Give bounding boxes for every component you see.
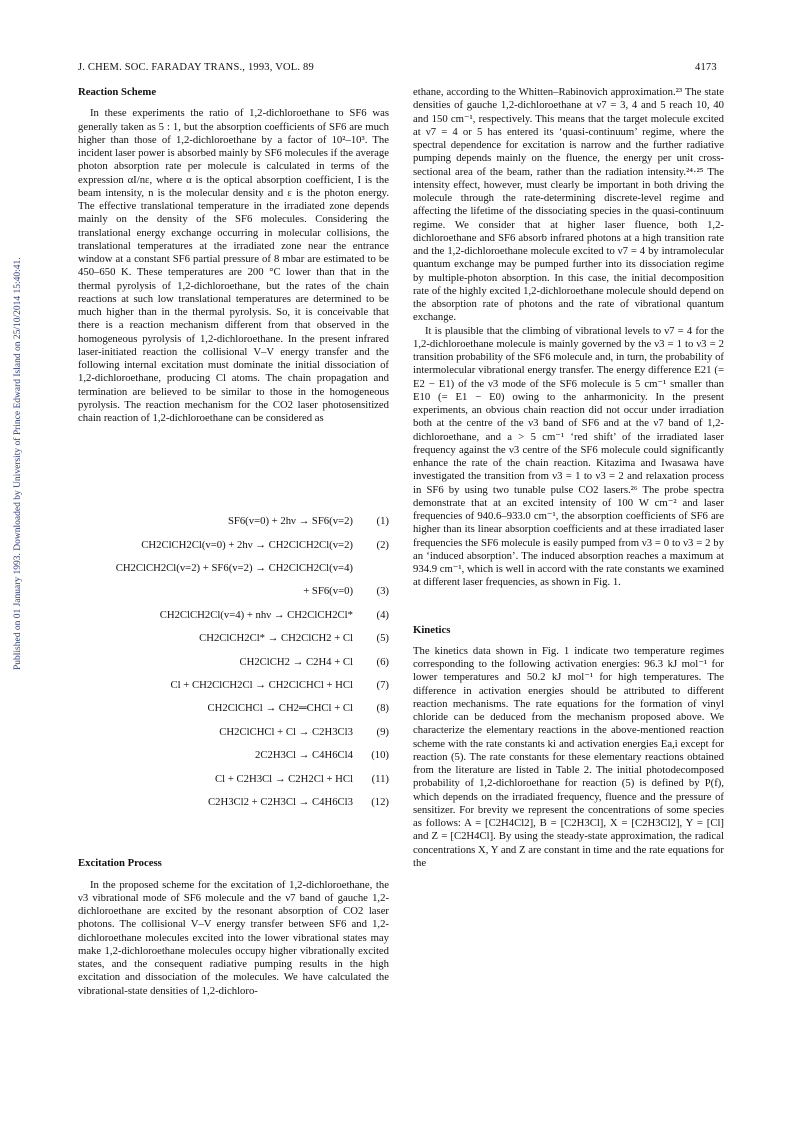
reaction-equation: CH2ClCHCl → CH2═CHCl + Cl xyxy=(207,702,353,715)
reaction-8 xyxy=(78,702,389,725)
paragraph: ethane, according to the Whitten–Rabinovich approximation.²³ The state densities of gauche 1,2-dichloroethane at ν7 = 3, 4 and 5 reach 10, 40 and 150 cm⁻¹, respectively. This means that the target molecule excited at ν7 = 4 or 5 has entered its ‘quasi-continuum’ regime, where the spectral dependence for excitation is narrow and the further radiative pumping depends mainly on the fluence, the energy per unit cross-sectional area of the beam, rather than the radiation intensity.²⁴·²⁵ The intensity effect, however, must clearly be important in both driving the molecule through the rate-determining discrete-level regime and affecting the lifetime of the dissociating species in the quasi-continuum regime. We consider that at higher laser fluence, both 1,2-dichloroethane and SF6 absorb infrared photons at a high transition rate and the 1,2-dichloroethane molecule excited to ν7 = 4 by intramolecular quantum exchange may be pumped further into its dissociation regime by multiple-photon absorption. In this case, the initial decomposition rate of the highly excited 1,2-dichloroethane molecule should depend on the absorption rate of photons and the rate of vibrational quantum exchange. xyxy=(413,86,724,324)
reaction-number: (7) xyxy=(376,678,389,691)
section-heading-kinetics: Kinetics xyxy=(413,623,451,636)
reaction-9 xyxy=(78,726,389,749)
reaction-equation: CH2ClCH2 → C2H4 + Cl xyxy=(239,655,353,668)
download-notice: Published on 01 January 1993. Downloaded by University of Prince Edward Island on 25/10/2014 15:40:41. xyxy=(13,257,23,670)
reaction-6 xyxy=(78,656,389,679)
reaction-equation: C2H3Cl2 + C2H3Cl → C4H6Cl3 xyxy=(208,795,353,808)
section-heading-reaction-scheme: Reaction Scheme xyxy=(78,86,157,98)
reaction-list xyxy=(78,515,389,819)
reaction-7 xyxy=(78,679,389,702)
reaction-equation: CH2ClCH2Cl(v=4) + nhν → CH2ClCH2Cl* xyxy=(159,608,353,621)
section-heading-excitation-process: Excitation Process xyxy=(78,857,162,870)
download-watermark xyxy=(2,150,23,670)
reaction-number: (8) xyxy=(376,702,389,715)
reaction-12 xyxy=(78,796,389,819)
reaction-number: (1) xyxy=(376,515,389,528)
reaction-equation: Cl + C2H3Cl → C2H2Cl + HCl xyxy=(215,772,353,785)
paragraph: In the proposed scheme for the excitation of 1,2-dichloroethane, the ν3 vibrational mode of SF6 molecule and the ν7 band of gauche 1,2-dichloroethane are excited by the resonant absorption of CO2 laser photons. The collisional V–V energy transfer between SF6 and 1,2-dichloroethane molecules excited into the lower vibrational states may make 1,2-dichloroethane molecules occupy higher vibrationally excited states, and the consequent radiative pumping results in the high excitation and dissociation of the molecules. We have calculated the vibrational-state densities of 1,2-dichloro- xyxy=(78,878,389,997)
left-column xyxy=(78,86,389,998)
reaction-number: (6) xyxy=(376,655,389,668)
reaction-equation: SF6(v=0) + 2hν → SF6(v=2) xyxy=(227,515,353,528)
reaction-10 xyxy=(78,749,389,772)
reaction-equation: CH2ClCH2Cl(v=2) + SF6(v=2) → CH2ClCH2Cl(v=4) xyxy=(115,562,353,575)
reaction-equation: + SF6(v=0) xyxy=(303,585,353,598)
reaction-11 xyxy=(78,773,389,796)
reaction-3a xyxy=(78,562,389,585)
page-number: 4173 xyxy=(695,62,717,73)
right-column xyxy=(413,86,724,870)
reaction-equation: CH2ClCHCl + Cl → C2H3Cl3 xyxy=(219,725,353,738)
reaction-number: (9) xyxy=(376,725,389,738)
reaction-5 xyxy=(78,632,389,655)
reaction-number: (12) xyxy=(371,795,389,808)
reaction-4 xyxy=(78,609,389,632)
reaction-equation: Cl + CH2ClCH2Cl → CH2ClCHCl + HCl xyxy=(170,678,353,691)
reaction-1 xyxy=(78,515,389,538)
paragraph: The kinetics data shown in Fig. 1 indicate two temperature regimes corresponding to the following activation energies: 96.3 kJ mol⁻¹ for lower temperatures and 50.2 kJ mol⁻¹ for high temperatures. The difference in activation energies should be attributed to different reaction mechanisms. The rate equations for the formation of vinyl chloride can be deduced from the mechanism proposed above. We characterize the elementary reactions in the above-mentioned reaction scheme with the rate constants ki and activation energies Ea,i except for reaction (5). The rate constants for these elementary reactions obtained from the literature are listed in Table 2. The initial photodecomposed probability of 1,2-dichloroethane for reaction (5) is defined by P(f), which depends on the irradiated frequency, fluence and the pressure of sensitizer. For brevity we represent the concentrations of some species as follows: A = [C2H4Cl2], B = [C2H3Cl], X = [C2H3Cl2], Y = [Cl] and Z = [C2H4Cl]. By using the steady-state approximation, the radical concentrations X, Y and Z are constant in time and the rate equations for the xyxy=(413,644,724,869)
reaction-number: (10) xyxy=(371,749,389,762)
reaction-equation: CH2ClCH2Cl(v=0) + 2hν → CH2ClCH2Cl(v=2) xyxy=(141,538,353,551)
reaction-3b xyxy=(78,585,389,608)
reaction-equation: 2C2H3Cl → C4H6Cl4 xyxy=(255,749,353,762)
reaction-number: (5) xyxy=(376,632,389,645)
journal-header: J. CHEM. SOC. FARADAY TRANS., 1993, VOL. 89 xyxy=(78,62,314,73)
paragraph: In these experiments the ratio of 1,2-dichloroethane to SF6 was generally taken as 5 : 1, but the absorption coefficients of SF6 are much higher than those of 1,2-dichloroethane by a factor of 10²–10³. The incident laser power is absorbed mainly by SF6 molecules if the average photon absorption rate per molecule is calculated in terms of the expression αI/nε, where α is the optical absorption coefficient, I is the beam intensity, n is the molecular density and ε is the photon energy. The effective translational temperature in the irradiated zone depends mainly on the density of the SF6 molecules. Considering the translational energy exchange occurring in molecular collisions, the translational temperatures at the irradiated zone near the entrance window at a constant SF6 partial pressure of 8 mbar are estimated to be 450–650 K. These temperatures are 200 °C lower than that in the thermal pyrolysis of 1,2-dichloroethane, but the rates of the chain reactions at such low translational temperatures are determined to be much higher than in the thermal pyrolysis. So, it is conceivable that there is a reaction mechanism different from that observed in the homogeneous pyrolysis of 1,2-dichloroethane. In the present infrared laser-initiated reaction the collisional V–V energy transfer and the following internal excitation must dominate the initial dissociation of 1,2-dichloroethane, producing Cl atoms. The chain propagation and termination are believed to be similar to those in the homogeneous pyrolysis. The reaction mechanism for the CO2 laser photosensitized chain reaction of 1,2-dichloroethane can be considered as xyxy=(78,107,389,424)
reaction-2 xyxy=(78,539,389,562)
paragraph: It is plausible that the climbing of vibrational levels to ν7 = 4 for the 1,2-dichloroethane molecule is mainly governed by the ν3 = 1 to ν3 = 2 transition probability of the SF6 molecule and, in turn, the probability of intermolecular vibrational energy transfer. The energy difference E21 (= E2 − E1) of the ν3 mode of the SF6 molecule is 5 cm⁻¹ smaller than E10 (= E1 − E0) owing to the anharmonicity. In the present experiments, an obvious chain reaction did not occur under irradiation both at the centre of the ν3 band of SF6 and at the ν7 band of 1,2-dichloroethane, and a > 5 cm⁻¹ ‘red shift’ of the irradiated laser frequency against the ν3 centre of the SF6 molecule could significantly enhance the rate of the chain reaction. Kitazima and Iwasawa have investigated the transition from ν3 = 1 to ν3 = 2 and relaxation process in SF6 by using two tunable pulse CO2 lasers.²⁶ The probe spectra demonstrate that at an excited intensity of 100 W cm⁻² and laser frequencies of 940.6–933.0 cm⁻¹, the absorption coefficients of SF6 are higher than its linear absorption coefficients and at these irradiated laser frequencies the SF6 molecule is easily pumped from ν3 = 0 to ν3 = 2 by an ‘induced absorption’. The induced absorption reaches a maximum at 934.9 cm⁻¹, which is well in accord with the rate constants we examined at different laser frequencies, as shown in Fig. 1. xyxy=(413,324,724,589)
reaction-number: (2) xyxy=(376,538,389,551)
reaction-number: (4) xyxy=(376,608,389,621)
reaction-number: (3) xyxy=(376,585,389,598)
reaction-equation: CH2ClCH2Cl* → CH2ClCH2 + Cl xyxy=(199,632,353,645)
reaction-number: (11) xyxy=(371,772,389,785)
